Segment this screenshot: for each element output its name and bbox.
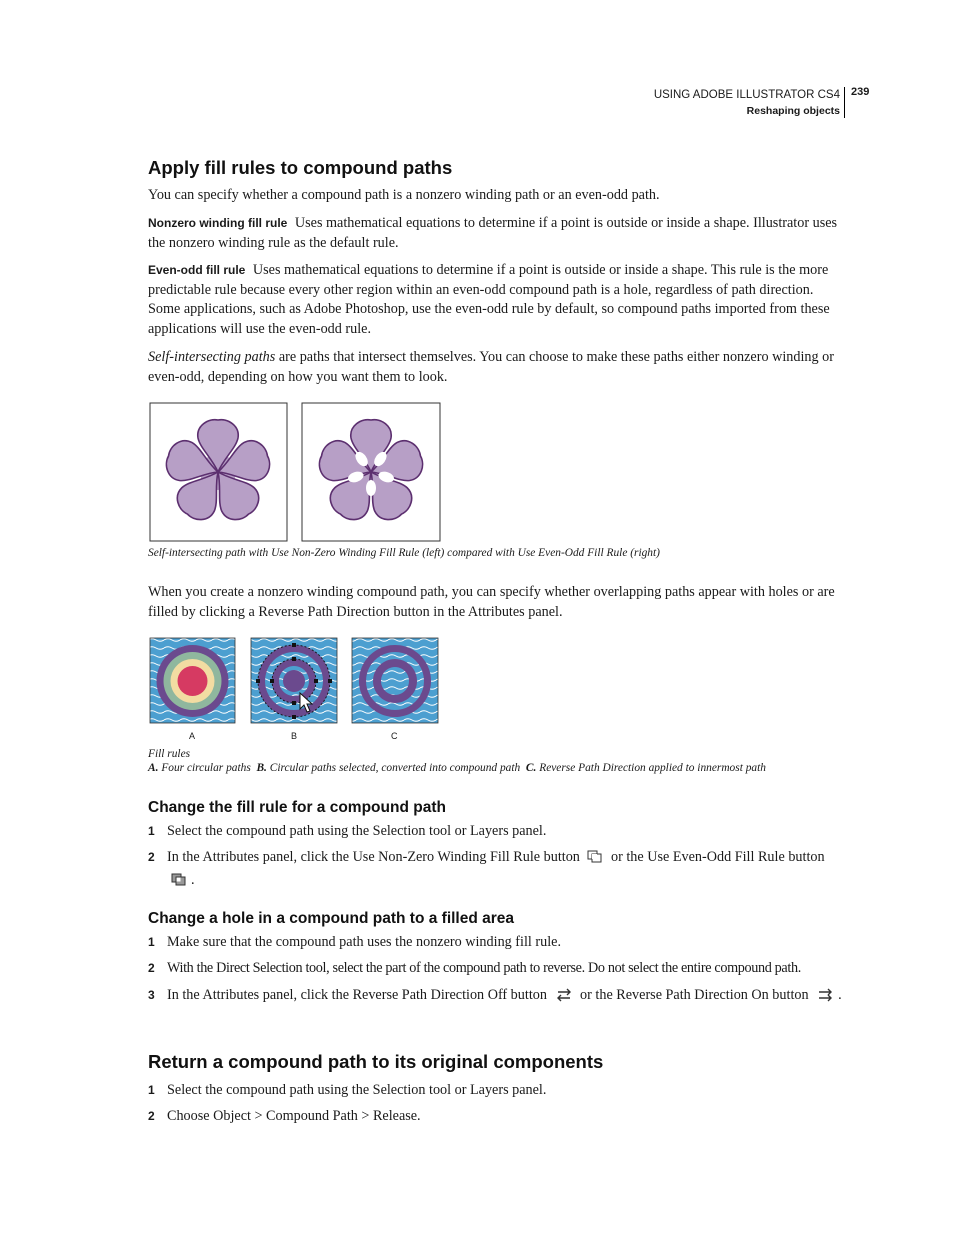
- figure2-label-c: C: [391, 731, 398, 741]
- legend-a: Four circular paths: [161, 762, 251, 774]
- section-title-change-fill-rule: Change the fill rule for a compound path: [148, 799, 446, 816]
- evenodd-term: Even-odd fill rule: [148, 263, 246, 277]
- step-text: Select the compound path using the Selection tool or Layers panel.: [167, 1082, 547, 1098]
- circles-c: [352, 638, 438, 723]
- step-number: 1: [148, 935, 155, 949]
- figure2-legend: [148, 761, 766, 776]
- step-text: With the Direct Selection tool, select the part of the compound path to reverse. Do not select the entire compound path.: [167, 960, 801, 976]
- doc-title: USING ADOBE ILLUSTRATOR CS4: [653, 89, 840, 101]
- legend-c: Reverse Path Direction applied to innermost path: [539, 762, 766, 774]
- nonzero-term: Nonzero winding fill rule: [148, 216, 288, 230]
- step-number: 1: [148, 824, 155, 838]
- even-odd-icon: [171, 873, 187, 894]
- figure2-title: Fill rules: [148, 748, 191, 760]
- nonzero-description: Uses mathematical equations to determine if a point is outside or inside a shape. Illustrator uses the nonzero winding rule as the default rule.: [148, 215, 838, 251]
- figure2-label-b: B: [291, 731, 298, 741]
- step-text-part: or the Use Even-Odd Fill Rule button: [611, 849, 825, 865]
- change-fill-step-2: [148, 848, 848, 893]
- change-hole-step-1: [148, 933, 848, 953]
- step-number: 1: [148, 1083, 155, 1097]
- intro-paragraph: You can specify whether a compound path is a nonzero winding path or an even-odd path.: [148, 187, 660, 203]
- step-text-part: .: [838, 987, 842, 1003]
- page-number: 239: [851, 86, 870, 98]
- flower-evenodd: [302, 403, 440, 541]
- section-name: Reshaping objects: [746, 105, 840, 117]
- step-number: 3: [148, 988, 155, 1002]
- change-hole-step-2: [148, 959, 848, 979]
- step-text-part: In the Attributes panel, click the Use Non-Zero Winding Fill Rule button: [167, 849, 580, 865]
- section-title-change-hole: Change a hole in a compound path to a filled area: [148, 910, 515, 927]
- section-title-fill-rules: Apply fill rules to compound paths: [148, 157, 453, 178]
- step-text: [167, 848, 848, 893]
- step-text-part: In the Attributes panel, click the Reverse Path Direction Off button: [167, 987, 547, 1003]
- figure2-label-a: A: [189, 731, 196, 741]
- section-title-return-components: Return a compound path to its original components: [148, 1051, 604, 1072]
- running-head: [654, 87, 840, 119]
- circles-a: [150, 638, 235, 723]
- change-hole-step-3: [148, 986, 848, 1009]
- legend-b: Circular paths selected, converted into compound path: [269, 762, 521, 774]
- step-number: 2: [148, 1109, 155, 1123]
- header-rule: [844, 87, 845, 118]
- legend-b-letter: B.: [256, 762, 267, 774]
- circles-b: [251, 638, 337, 723]
- legend-c-letter: C.: [525, 762, 537, 774]
- figure1-caption: Self-intersecting path with Use Non-Zero Winding Fill Rule (left) compared with Use Even-Odd Fill Rule (right): [148, 547, 660, 559]
- nonzero-paragraph: [148, 214, 848, 253]
- evenodd-description: Uses mathematical equations to determine if a point is outside or inside a shape. This rule is the more predictable rule because every other region within an even-odd compound path is a hole, regardless of path direction. Some applications, such as Adobe Photoshop, use the even-odd rule by default, so compound paths imported from these applications will use the even-odd rule.: [148, 262, 830, 337]
- self-intersecting-description: are paths that intersect themselves. You can choose to make these paths either nonzero winding or even-odd, depending on how you want them to look.: [148, 349, 834, 385]
- flower-nonzero: [150, 403, 287, 541]
- step-text: [167, 986, 848, 1009]
- reverse-path-on-icon: [816, 988, 834, 1009]
- step-text: Select the compound path using the Selection tool or Layers panel.: [167, 823, 547, 839]
- evenodd-paragraph: [148, 261, 848, 339]
- change-fill-step-1: [148, 822, 848, 842]
- step-text: Choose Object > Compound Path > Release.: [167, 1108, 421, 1124]
- step-number: 2: [148, 850, 155, 864]
- step-number: 2: [148, 961, 155, 975]
- legend-a-letter: A.: [148, 762, 159, 774]
- self-intersecting-term: Self-intersecting paths: [148, 349, 276, 365]
- flower-figure: [148, 402, 444, 544]
- step-text-part: or the Reverse Path Direction On button: [580, 987, 809, 1003]
- step-text: Make sure that the compound path uses the nonzero winding fill rule.: [167, 934, 562, 950]
- return-step-2: [148, 1107, 848, 1127]
- nonzero-winding-icon: [587, 850, 603, 871]
- return-step-1: [148, 1081, 848, 1101]
- reverse-path-off-icon: [555, 988, 573, 1009]
- self-intersecting-paragraph: [148, 348, 848, 387]
- step-text-part: .: [191, 871, 195, 888]
- fill-rules-figure: [148, 636, 440, 728]
- reverse-direction-paragraph: When you create a nonzero winding compound path, you can specify whether overlapping paths appear with holes or are filled by clicking a Reverse Path Direction button in the Attributes panel.: [148, 584, 835, 620]
